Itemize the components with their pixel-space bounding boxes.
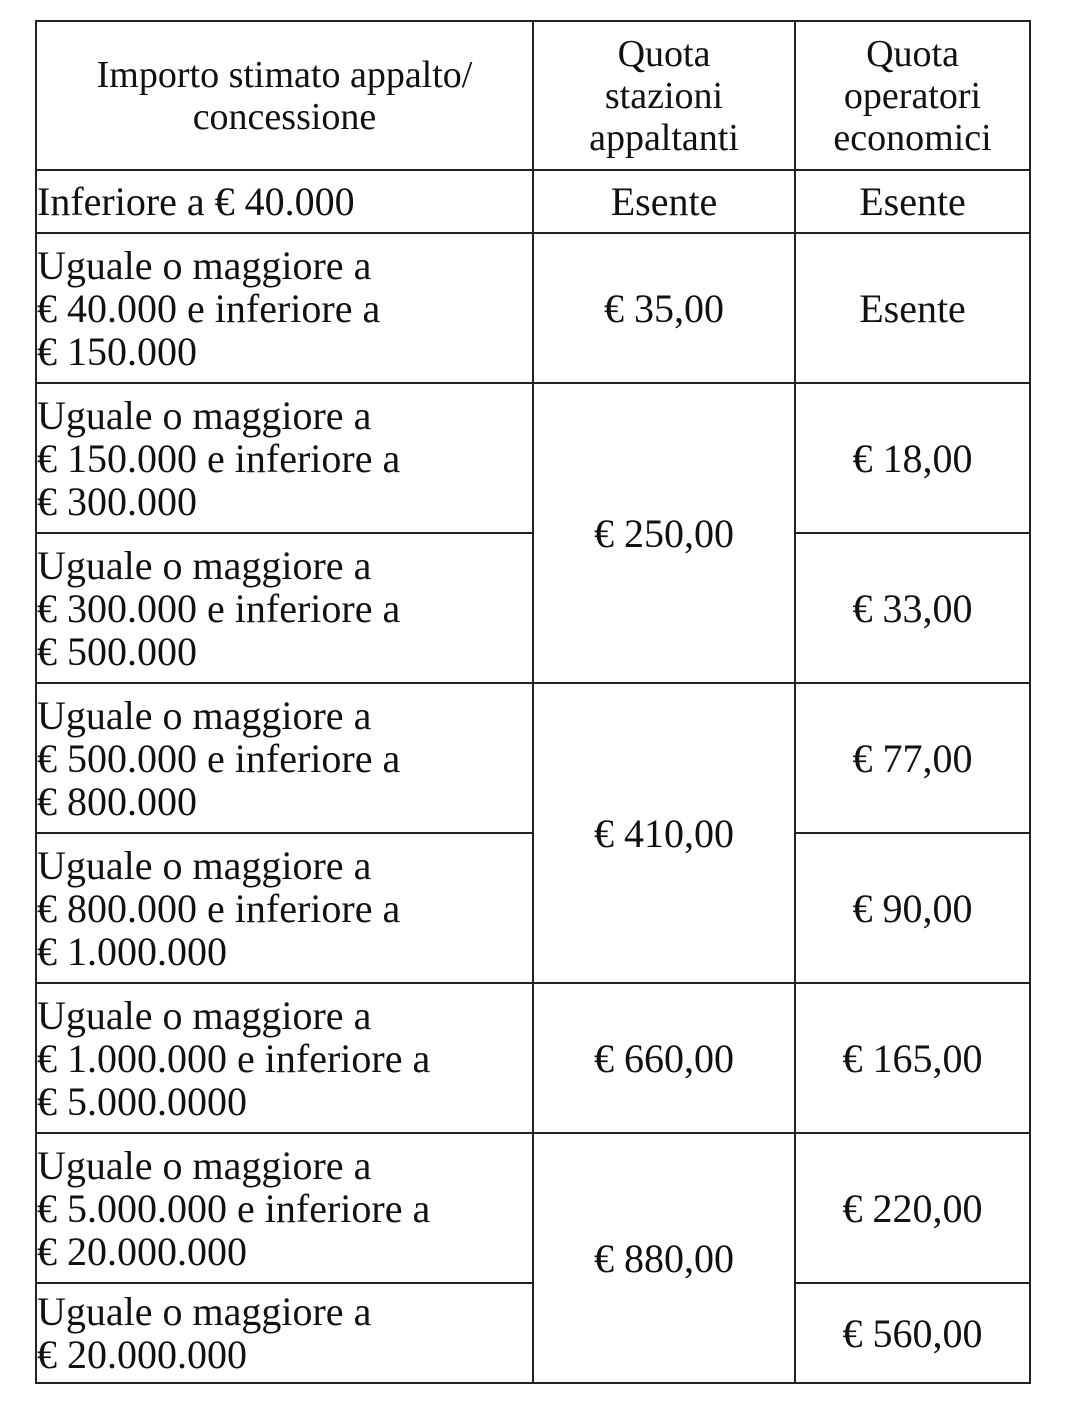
quota-operatori-cell: Esente <box>795 233 1030 383</box>
header-importo <box>36 21 533 170</box>
range-cell: Uguale o maggiore a € 40.000 e inferiore a € 150.000 <box>36 233 533 383</box>
header-quota-operatori-label: Quota operatori economici <box>833 32 992 159</box>
range-cell: Uguale o maggiore a € 20.000.000 <box>36 1283 533 1383</box>
header-quota-stazioni <box>533 21 795 170</box>
quota-operatori-cell: € 90,00 <box>795 833 1030 983</box>
quota-operatori-cell: Esente <box>795 170 1030 233</box>
quota-stazioni-cell: € 880,00 <box>533 1133 795 1383</box>
range-cell: Uguale o maggiore a € 300.000 e inferiore a € 500.000 <box>36 533 533 683</box>
quota-operatori-cell: € 165,00 <box>795 983 1030 1133</box>
quota-operatori-cell: € 77,00 <box>795 683 1030 833</box>
quota-operatori-cell: € 560,00 <box>795 1283 1030 1383</box>
table-row <box>36 983 1030 1133</box>
quota-stazioni-cell: € 35,00 <box>533 233 795 383</box>
table-row <box>36 383 1030 533</box>
quota-stazioni-cell: Esente <box>533 170 795 233</box>
range-cell: Uguale o maggiore a € 500.000 e inferiore a € 800.000 <box>36 683 533 833</box>
table-row <box>36 683 1030 833</box>
quota-stazioni-cell: € 660,00 <box>533 983 795 1133</box>
header-quota-stazioni-label: Quota stazioni appaltanti <box>589 32 739 159</box>
range-cell: Uguale o maggiore a € 5.000.000 e inferiore a € 20.000.000 <box>36 1133 533 1283</box>
table-row <box>36 233 1030 383</box>
header-row <box>36 21 1030 170</box>
range-cell: Uguale o maggiore a € 800.000 e inferiore a € 1.000.000 <box>36 833 533 983</box>
table-row <box>36 170 1030 233</box>
fee-table <box>35 20 1031 1384</box>
header-quota-operatori <box>795 21 1030 170</box>
quota-operatori-cell: € 18,00 <box>795 383 1030 533</box>
range-cell: Inferiore a € 40.000 <box>36 170 533 233</box>
quota-operatori-cell: € 220,00 <box>795 1133 1030 1283</box>
quota-stazioni-cell: € 250,00 <box>533 383 795 683</box>
table-row <box>36 1133 1030 1283</box>
quota-stazioni-cell: € 410,00 <box>533 683 795 983</box>
range-cell: Uguale o maggiore a € 1.000.000 e inferiore a € 5.000.0000 <box>36 983 533 1133</box>
quota-operatori-cell: € 33,00 <box>795 533 1030 683</box>
range-cell: Uguale o maggiore a € 150.000 e inferiore a € 300.000 <box>36 383 533 533</box>
header-importo-label: Importo stimato appalto/ concessione <box>96 53 473 138</box>
